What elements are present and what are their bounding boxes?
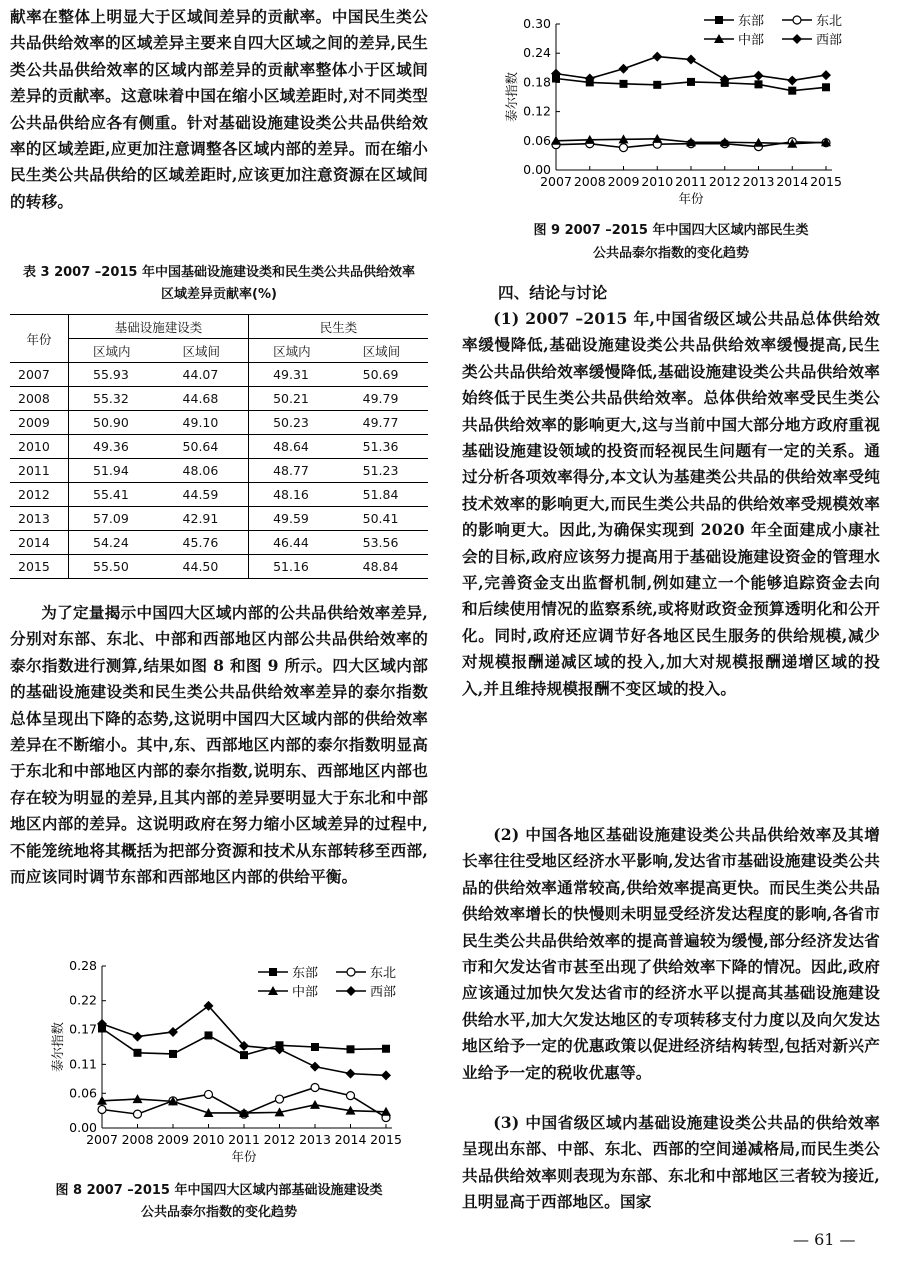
y-axis-label: 泰尔指数 bbox=[50, 1021, 65, 1073]
table-cell-value: 49.31 bbox=[249, 363, 339, 387]
legend-label: 中部 bbox=[292, 985, 319, 1000]
y-tick-label: 0.28 bbox=[69, 958, 97, 973]
y-tick-label: 0.12 bbox=[523, 103, 551, 119]
data-point bbox=[787, 75, 797, 85]
paragraph-regional-analysis: 为了定量揭示中国四大区域内部的公共品供给效率差异,分别对东部、东北、中部和西部地区内部公共品供给效率的泰尔指数进行测算,结果如图 8 和图 9 所示。四大区域内部的基础设施建设类和民生类公共品供给效率差异的泰尔指数总体呈现出下降的态势,这说明中国四大区域内部的供给效率差异在不断缩小。其中,东、西部地区内部的泰尔指数明显高于东北和中部地区内部的泰尔指数,说明东、西部地区内部也存在较为明显的差异,且其内部的差异要明显大于东北和中部地区内部的差异。这说明政府在努力缩小区域差异的过程中,不能笼统地将其概括为把部分资源和技术从东部转移至西部,而应该同时调节东部和西部地区内部的供给平衡。 bbox=[10, 603, 428, 887]
table-cell-value: 50.21 bbox=[249, 387, 339, 411]
data-point bbox=[240, 1051, 248, 1059]
data-point bbox=[205, 1090, 213, 1098]
data-point bbox=[653, 81, 661, 89]
table-row bbox=[10, 435, 428, 459]
table-row bbox=[10, 411, 428, 435]
conclusion-paragraph-2: (2) 中国各地区基础设施建设类公共品供给效率及其增长率往往受地区经济水平影响,发达省市基础设施建设类公共品的供给效率通常较高,供给效率提高更快。而民生类公共品供给效率增长的快慢则未明显受经济发达程度的影响,各省市民生类公共品供给效率的提高普遍较为缓慢,部分经济发达省市和欠发达省市甚至出现了供给效率下降的情况。因此,政府应该通过加快欠发达省市的经济水平以提高其基础设施建设供给水平,加大欠发达地区的专项转移支付力度以及向欠发达地区给予一定的优惠政策以促进经济结构转型,包括对新兴产业给予一定的税收优惠等。 bbox=[462, 825, 880, 1082]
data-point bbox=[133, 1032, 143, 1042]
x-axis-label: 年份 bbox=[678, 191, 704, 206]
table-subheader: 区域内 bbox=[249, 339, 339, 363]
section-heading-conclusion: 四、结论与讨论 bbox=[498, 283, 608, 302]
legend-label: 东北 bbox=[816, 14, 843, 29]
x-tick-label: 2009 bbox=[157, 1132, 189, 1147]
table-3 bbox=[10, 314, 428, 579]
data-point bbox=[311, 1084, 319, 1092]
data-point bbox=[347, 1045, 355, 1053]
table-cell-value: 49.77 bbox=[339, 411, 428, 435]
table-cell-value: 54.24 bbox=[69, 531, 159, 555]
table-cell-value: 49.59 bbox=[249, 507, 339, 531]
x-tick-label: 2012 bbox=[708, 174, 741, 189]
table-cell-year: 2011 bbox=[10, 459, 69, 483]
table-cell-value: 51.16 bbox=[249, 555, 339, 579]
figure-9-chart bbox=[462, 0, 880, 219]
table-cell-value: 51.84 bbox=[339, 483, 428, 507]
table-cell-year: 2014 bbox=[10, 531, 69, 555]
table-3-title: 表 3 2007 –2015 年中国基础设施建设类和民生类公共品供给效率区域差异贡献率(%) bbox=[22, 265, 415, 302]
table-cell-value: 50.23 bbox=[249, 411, 339, 435]
table-cell-value: 50.41 bbox=[339, 507, 428, 531]
legend-marker bbox=[347, 968, 355, 976]
table-cell-value: 50.64 bbox=[159, 435, 249, 459]
x-axis-label: 年份 bbox=[231, 1149, 257, 1164]
table-cell-value: 48.16 bbox=[249, 483, 339, 507]
x-tick-label: 2010 bbox=[641, 174, 674, 189]
y-tick-label: 0.24 bbox=[523, 45, 551, 61]
legend-marker bbox=[793, 16, 801, 24]
x-tick-label: 2014 bbox=[776, 174, 809, 189]
table-cell-year: 2009 bbox=[10, 411, 69, 435]
paragraph-intro-continued: 献率在整体上明显大于区域间差异的贡献率。中国民生类公共品供给效率的区域差异主要来自四大区域之间的差异,民生类公共品供给效率的区域内部差异的贡献率整体小于区域间差异的贡献率。这意味着中国在缩小区域差距时,对不同类型公共品供给应各有侧重。针对基础设施建设类公共品供给效率的区域差距,应更加注意调整各区域内部的差异。而在缩小民生类公共品供给的区域差距时,应该更加注意资源在区域间的转移。 bbox=[10, 7, 428, 211]
table-cell-value: 48.84 bbox=[339, 555, 428, 579]
data-point bbox=[821, 70, 831, 80]
y-tick-label: 0.06 bbox=[69, 1085, 97, 1101]
data-point bbox=[382, 1045, 390, 1053]
table-cell-value: 48.77 bbox=[249, 459, 339, 483]
data-point bbox=[619, 64, 629, 74]
table-cell-value: 55.41 bbox=[69, 483, 159, 507]
legend-label: 东北 bbox=[370, 966, 397, 981]
table-cell-value: 49.79 bbox=[339, 387, 428, 411]
table-cell-value: 55.50 bbox=[69, 555, 159, 579]
table-cell-value: 46.44 bbox=[249, 531, 339, 555]
figure-8-chart bbox=[10, 952, 428, 1181]
table-row bbox=[10, 507, 428, 531]
x-tick-label: 2012 bbox=[263, 1132, 296, 1147]
data-point bbox=[310, 1062, 320, 1072]
x-tick-label: 2011 bbox=[228, 1132, 260, 1147]
legend-marker bbox=[715, 16, 723, 24]
table-cell-value: 51.23 bbox=[339, 459, 428, 483]
table-cell-value: 53.56 bbox=[339, 531, 428, 555]
x-tick-label: 2010 bbox=[192, 1132, 225, 1147]
table-cell-value: 49.36 bbox=[69, 435, 159, 459]
figure-9-svg bbox=[462, 0, 880, 215]
table-cell-year: 2015 bbox=[10, 555, 69, 579]
x-tick-label: 2015 bbox=[370, 1132, 402, 1147]
x-tick-label: 2015 bbox=[810, 174, 842, 189]
data-point bbox=[311, 1043, 319, 1051]
table-row bbox=[10, 459, 428, 483]
y-tick-label: 0.17 bbox=[69, 1021, 97, 1037]
x-tick-label: 2007 bbox=[540, 174, 572, 189]
legend-label: 中部 bbox=[738, 33, 765, 48]
data-point bbox=[620, 144, 628, 152]
legend-marker bbox=[269, 968, 277, 976]
table-cell-value: 44.59 bbox=[159, 483, 249, 507]
page-number: — 61 — bbox=[793, 1230, 856, 1249]
table-cell-value: 44.68 bbox=[159, 387, 249, 411]
table-cell-value: 48.06 bbox=[159, 459, 249, 483]
table-header-year: 年份 bbox=[10, 315, 69, 363]
table-cell-value: 55.93 bbox=[69, 363, 159, 387]
table-cell-value: 50.90 bbox=[69, 411, 159, 435]
table-subheader: 区域内 bbox=[69, 339, 159, 363]
series-line bbox=[102, 1006, 386, 1075]
table-body bbox=[10, 363, 428, 579]
table-cell-value: 44.07 bbox=[159, 363, 249, 387]
data-point bbox=[755, 80, 763, 88]
x-tick-label: 2013 bbox=[299, 1132, 331, 1147]
x-tick-label: 2008 bbox=[121, 1132, 154, 1147]
table-cell-value: 51.94 bbox=[69, 459, 159, 483]
data-point bbox=[276, 1095, 284, 1103]
data-point bbox=[754, 71, 764, 81]
y-tick-label: 0.00 bbox=[523, 162, 551, 177]
table-cell-value: 49.10 bbox=[159, 411, 249, 435]
table-row bbox=[10, 555, 428, 579]
figure-8-svg bbox=[10, 952, 428, 1177]
conclusion-paragraph-1: (1) 2007 –2015 年,中国省级区域公共品总体供给效率缓慢降低,基础设施建设类公共品供给效率缓慢提高,民生类公共品供给效率缓慢降低,基础设施建设类公共品供给效率始终低于民生类公共品供给效率。总体供给效率受民生类公共品供给效率的影响更大,这与当前中国大部分地方政府重视基础设施建设领域的投资而轻视民生问题有一定的关系。通过分析各项效率得分,本文认为基建类公共品的供给效率受纯技术效率的影响更大,而民生类公共品的供给效率受规模效率的影响更大。因此,为确保实现到 2020 年全面建成小康社会的目标,政府应该努力提高用于基础设施建设资金的管理水平,完善资金支出监督机制,例如建立一个能够追踪资金去向和后续使用情况的监察系统,或将财政资金预算透明化和公开化。同时,政府还应调节好各地区民生服务的供给规模,减少对规模报酬递减区域的投入,加大对规模报酬递增区域的投入,并且维持规模报酬不变区域的投入。 bbox=[462, 309, 880, 698]
y-tick-label: 0.11 bbox=[69, 1056, 97, 1072]
table-header-livelihood: 民生类 bbox=[249, 315, 428, 339]
x-tick-label: 2008 bbox=[573, 174, 606, 189]
table-cell-value: 45.76 bbox=[159, 531, 249, 555]
data-point bbox=[346, 1069, 356, 1079]
table-cell-value: 44.50 bbox=[159, 555, 249, 579]
data-point bbox=[822, 83, 830, 91]
conclusion-paragraph-3: (3) 中国省级区域内基础设施建设类公共品的供给效率呈现出东部、中部、东北、西部的空间递减格局,而民生类公共品供给效率则表现为东部、东北和中部地区三者较为接近,且明显高于西部地区。国家 bbox=[462, 1113, 880, 1212]
y-tick-label: 0.30 bbox=[523, 16, 551, 31]
x-tick-label: 2009 bbox=[607, 174, 640, 189]
table-cell-year: 2013 bbox=[10, 507, 69, 531]
table-subheader: 区域间 bbox=[339, 339, 428, 363]
legend-label: 西部 bbox=[370, 985, 397, 1000]
table-subheader: 区域间 bbox=[159, 339, 249, 363]
data-point bbox=[205, 1031, 213, 1039]
legend-label: 东部 bbox=[292, 966, 319, 981]
table-cell-value: 50.69 bbox=[339, 363, 428, 387]
data-point bbox=[620, 80, 628, 88]
legend-marker bbox=[346, 986, 356, 996]
data-point bbox=[686, 55, 696, 65]
data-point bbox=[788, 87, 796, 95]
x-tick-label: 2013 bbox=[742, 174, 775, 189]
table-row bbox=[10, 531, 428, 555]
figure-9-caption-line1: 图 9 2007 –2015 年中国四大区域内部民生类 bbox=[533, 223, 809, 238]
table-cell-year: 2008 bbox=[10, 387, 69, 411]
table-row bbox=[10, 363, 428, 387]
legend-label: 东部 bbox=[738, 14, 765, 29]
y-tick-label: 0.22 bbox=[69, 992, 97, 1008]
y-axis-label: 泰尔指数 bbox=[504, 71, 519, 123]
legend-label: 西部 bbox=[816, 33, 843, 48]
figure-8-caption-line1: 图 8 2007 –2015 年中国四大区域内部基础设施建设类 bbox=[55, 1183, 383, 1198]
figure-8-caption-line2: 公共品泰尔指数的变化趋势 bbox=[140, 1205, 297, 1220]
data-point bbox=[169, 1050, 177, 1058]
table-cell-value: 57.09 bbox=[69, 507, 159, 531]
data-point bbox=[381, 1070, 391, 1080]
data-point bbox=[687, 78, 695, 86]
table-cell-value: 42.91 bbox=[159, 507, 249, 531]
data-point bbox=[98, 1105, 106, 1113]
table-row bbox=[10, 387, 428, 411]
data-point bbox=[347, 1092, 355, 1100]
y-tick-label: 0.00 bbox=[69, 1120, 97, 1135]
table-cell-value: 55.32 bbox=[69, 387, 159, 411]
legend-marker bbox=[792, 34, 802, 44]
figure-9-caption-line2: 公共品泰尔指数的变化趋势 bbox=[592, 246, 749, 261]
x-tick-label: 2011 bbox=[675, 174, 707, 189]
data-point bbox=[134, 1110, 142, 1118]
table-header-infrastructure: 基础设施建设类 bbox=[69, 315, 249, 339]
table-cell-year: 2007 bbox=[10, 363, 69, 387]
x-tick-label: 2014 bbox=[334, 1132, 367, 1147]
table-cell-year: 2010 bbox=[10, 435, 69, 459]
y-tick-label: 0.06 bbox=[523, 132, 551, 148]
data-point bbox=[134, 1049, 142, 1057]
x-tick-label: 2007 bbox=[86, 1132, 118, 1147]
data-point bbox=[652, 52, 662, 62]
data-point bbox=[310, 1100, 320, 1109]
table-cell-year: 2012 bbox=[10, 483, 69, 507]
y-tick-label: 0.18 bbox=[523, 74, 551, 90]
table-row bbox=[10, 483, 428, 507]
table-cell-value: 51.36 bbox=[339, 435, 428, 459]
table-cell-value: 48.64 bbox=[249, 435, 339, 459]
